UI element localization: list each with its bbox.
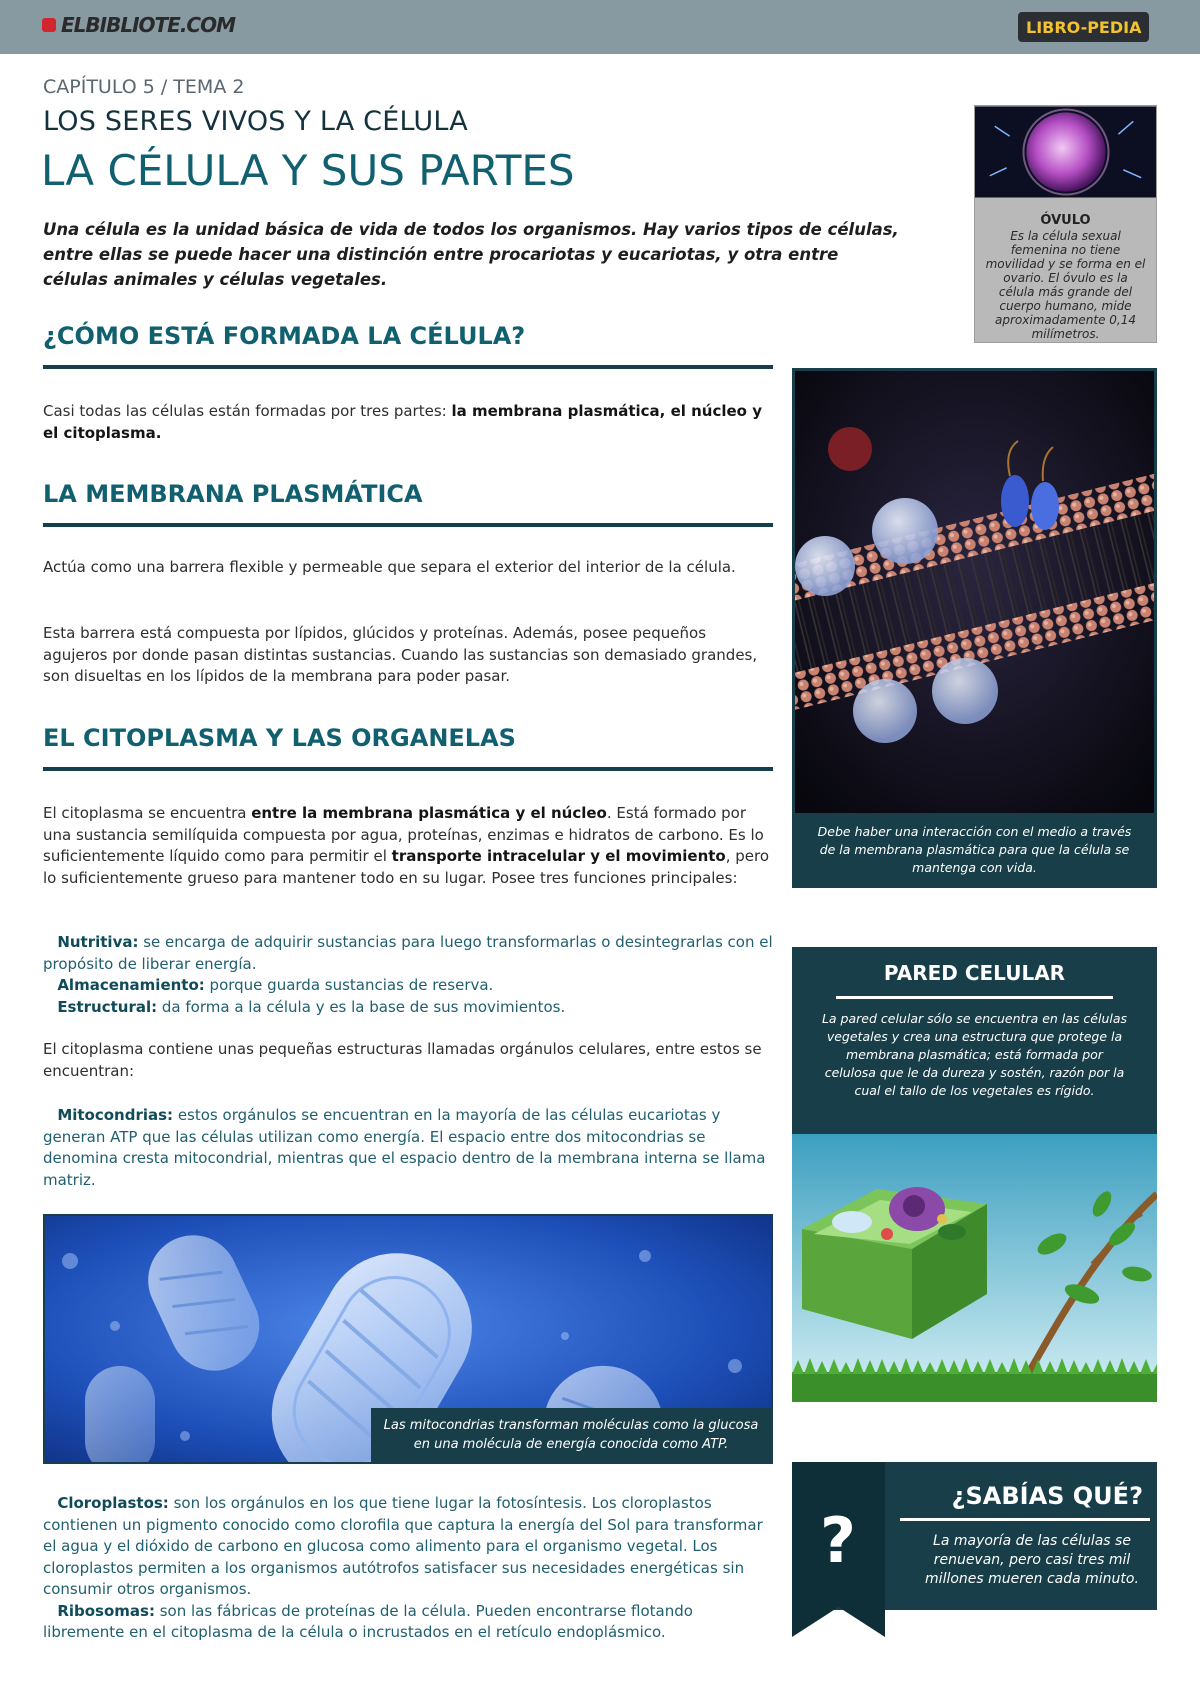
function-list	[43, 932, 773, 1018]
chloroplast-paragraph: Cloroplastos: son los orgánulos en los que tiene lugar la fotosíntesis. Los cloroplastos contienen un pigmento conocido como clorofila que captura la energía del Sol para transformar el agua y el dióxido de carbono en glucosa como alimento para el organismo vegetal. Los cloroplastos permiten a los organismos autótrofos satisfacer sus necesidades energéticas sin consumir otros organismos.	[43, 1494, 763, 1598]
cytoplasm-paragraph-1: El citoplasma se encuentra entre la membrana plasmática y el núcleo. Está formado por una sustancia semilíquida compuesta por agua, proteínas, enzimas e hidratos de carbono. Es lo suficientemente líquido como para permitir el transporte intracelular y el movimiento, pero lo suficientemente grueso para mantener todo en su lugar. Posee tres funciones principales:	[43, 804, 770, 887]
chapter-label: CAPÍTULO 5 / TEMA 2	[43, 76, 245, 98]
brand-mark-icon	[42, 18, 56, 32]
page-subtitle: LOS SERES VIVOS Y LA CÉLULA	[43, 106, 468, 137]
did-you-know-box	[792, 1462, 1157, 1610]
function-item-estructural: Estructural: da forma a la célula y es la base de sus movimientos.	[57, 997, 566, 1016]
ovulo-sidebar	[974, 105, 1157, 343]
formed-paragraph: Casi todas las células están formadas por tres partes: la membrana plasmática, el núcleo y el citoplasma.	[43, 402, 762, 442]
pared-divider	[836, 996, 1113, 999]
top-bar	[0, 0, 1200, 54]
membrane-paragraph-1: Actúa como una barrera flexible y permeable que separa el exterior del interior de la célula.	[43, 558, 736, 576]
did-you-know-divider	[900, 1518, 1150, 1521]
intro-paragraph: Una célula es la unidad básica de vida de todos los organismos. Hay varios tipos de células, entre ellas se puede hacer una distinción entre procariotas y eucariotas, y otra entre células animales y células vegetales.	[43, 220, 899, 289]
did-you-know-title: ¿SABÍAS QUÉ?	[951, 1482, 1143, 1510]
cytoplasm-paragraph-2: El citoplasma contiene unas pequeñas estructuras llamadas orgánulos celulares, entre estos se encuentran:	[43, 1040, 762, 1080]
mitochondria-figure	[43, 1214, 773, 1464]
ribosome-paragraph: Ribosomas: son las fábricas de proteínas de la célula. Pueden encontrarse flotando libremente en el citoplasma de la célula o incrustados en el retículo endoplásmico.	[43, 1601, 693, 1641]
ovulo-title: ÓVULO	[1040, 213, 1091, 228]
section-divider	[43, 523, 773, 527]
section-divider	[43, 365, 773, 369]
membrane-figure	[792, 368, 1157, 888]
plant-cell-illustration	[792, 1134, 1157, 1402]
heading-membrane: LA MEMBRANA PLASMÁTICA	[43, 480, 423, 508]
question-mark-icon: ?	[820, 1504, 856, 1577]
membrane-paragraph-2: Esta barrera está compuesta por lípidos, glúcidos y proteínas. Además, posee pequeños agujeros por donde pasan distintas sustancias. Cuando las sustancias son demasiado grandes, son disueltas en los lípidos de la membrana para poder pasar.	[43, 624, 758, 685]
did-you-know-caption: La mayoría de las células se renuevan, pero casi tres mil millones mueren cada minuto.	[925, 1533, 1139, 1587]
heading-cytoplasm: EL CITOPLASMA Y LAS ORGANELAS	[43, 724, 516, 752]
heading-how-formed: ¿CÓMO ESTÁ FORMADA LA CÉLULA?	[43, 322, 526, 350]
mitochondria-paragraph: Mitocondrias: estos orgánulos se encuentran en la mayoría de las células eucariotas y generan ATP que las células utilizan como energía. El espacio entre dos mitocondrias se denomina cresta mitocondrial, mientras que el espacio dentro de la membrana interna se llama matriz.	[43, 1106, 766, 1189]
brand-left-text: ELBIBLIOTE.COM	[61, 13, 236, 37]
pared-celular-box	[792, 947, 1157, 1402]
pared-title: PARED CELULAR	[883, 961, 1066, 985]
brand-logo-left[interactable]	[42, 13, 235, 37]
membrane-caption: Debe haber una interacción con el medio a través de la membrana plasmática para que la célula se mantenga con vida.	[817, 824, 1132, 875]
section-divider	[43, 767, 773, 771]
brand-logo-right[interactable]	[1018, 12, 1149, 42]
function-item-almacenamiento: Almacenamiento: porque guarda sustancias de reserva.	[57, 976, 494, 994]
membrane-illustration	[795, 371, 1154, 813]
brand-right-text: LIBRO-PEDIA	[1026, 17, 1142, 37]
page-title: LA CÉLULA Y SUS PARTES	[41, 146, 575, 195]
ovulo-caption: Es la célula sexual femenina no tiene movilidad y se forma en el ovario. El óvulo es la célula más grande del cuerpo humano, mide aproximadamente 0,14 milímetros.	[985, 229, 1146, 341]
ribosome-chloroplast-paragraphs	[43, 1493, 773, 1644]
pared-caption: La pared celular sólo se encuentra en las células vegetales y crea una estructura que protege la membrana plasmática; está formada por celulosa que le da dureza y sostén, razón por la cual el tallo de los vegetales es rígido.	[821, 1011, 1128, 1098]
ovulo-illustration	[975, 106, 1156, 198]
mitochondria-caption: Las mitocondrias transforman moléculas como la glucosa en una molécula de energía conocida como ATP.	[371, 1408, 771, 1462]
function-item-nutritiva: Nutritiva: se encarga de adquirir sustancias para luego transformarlas o desintegrarlas con el propósito de liberar energía.	[43, 933, 773, 973]
